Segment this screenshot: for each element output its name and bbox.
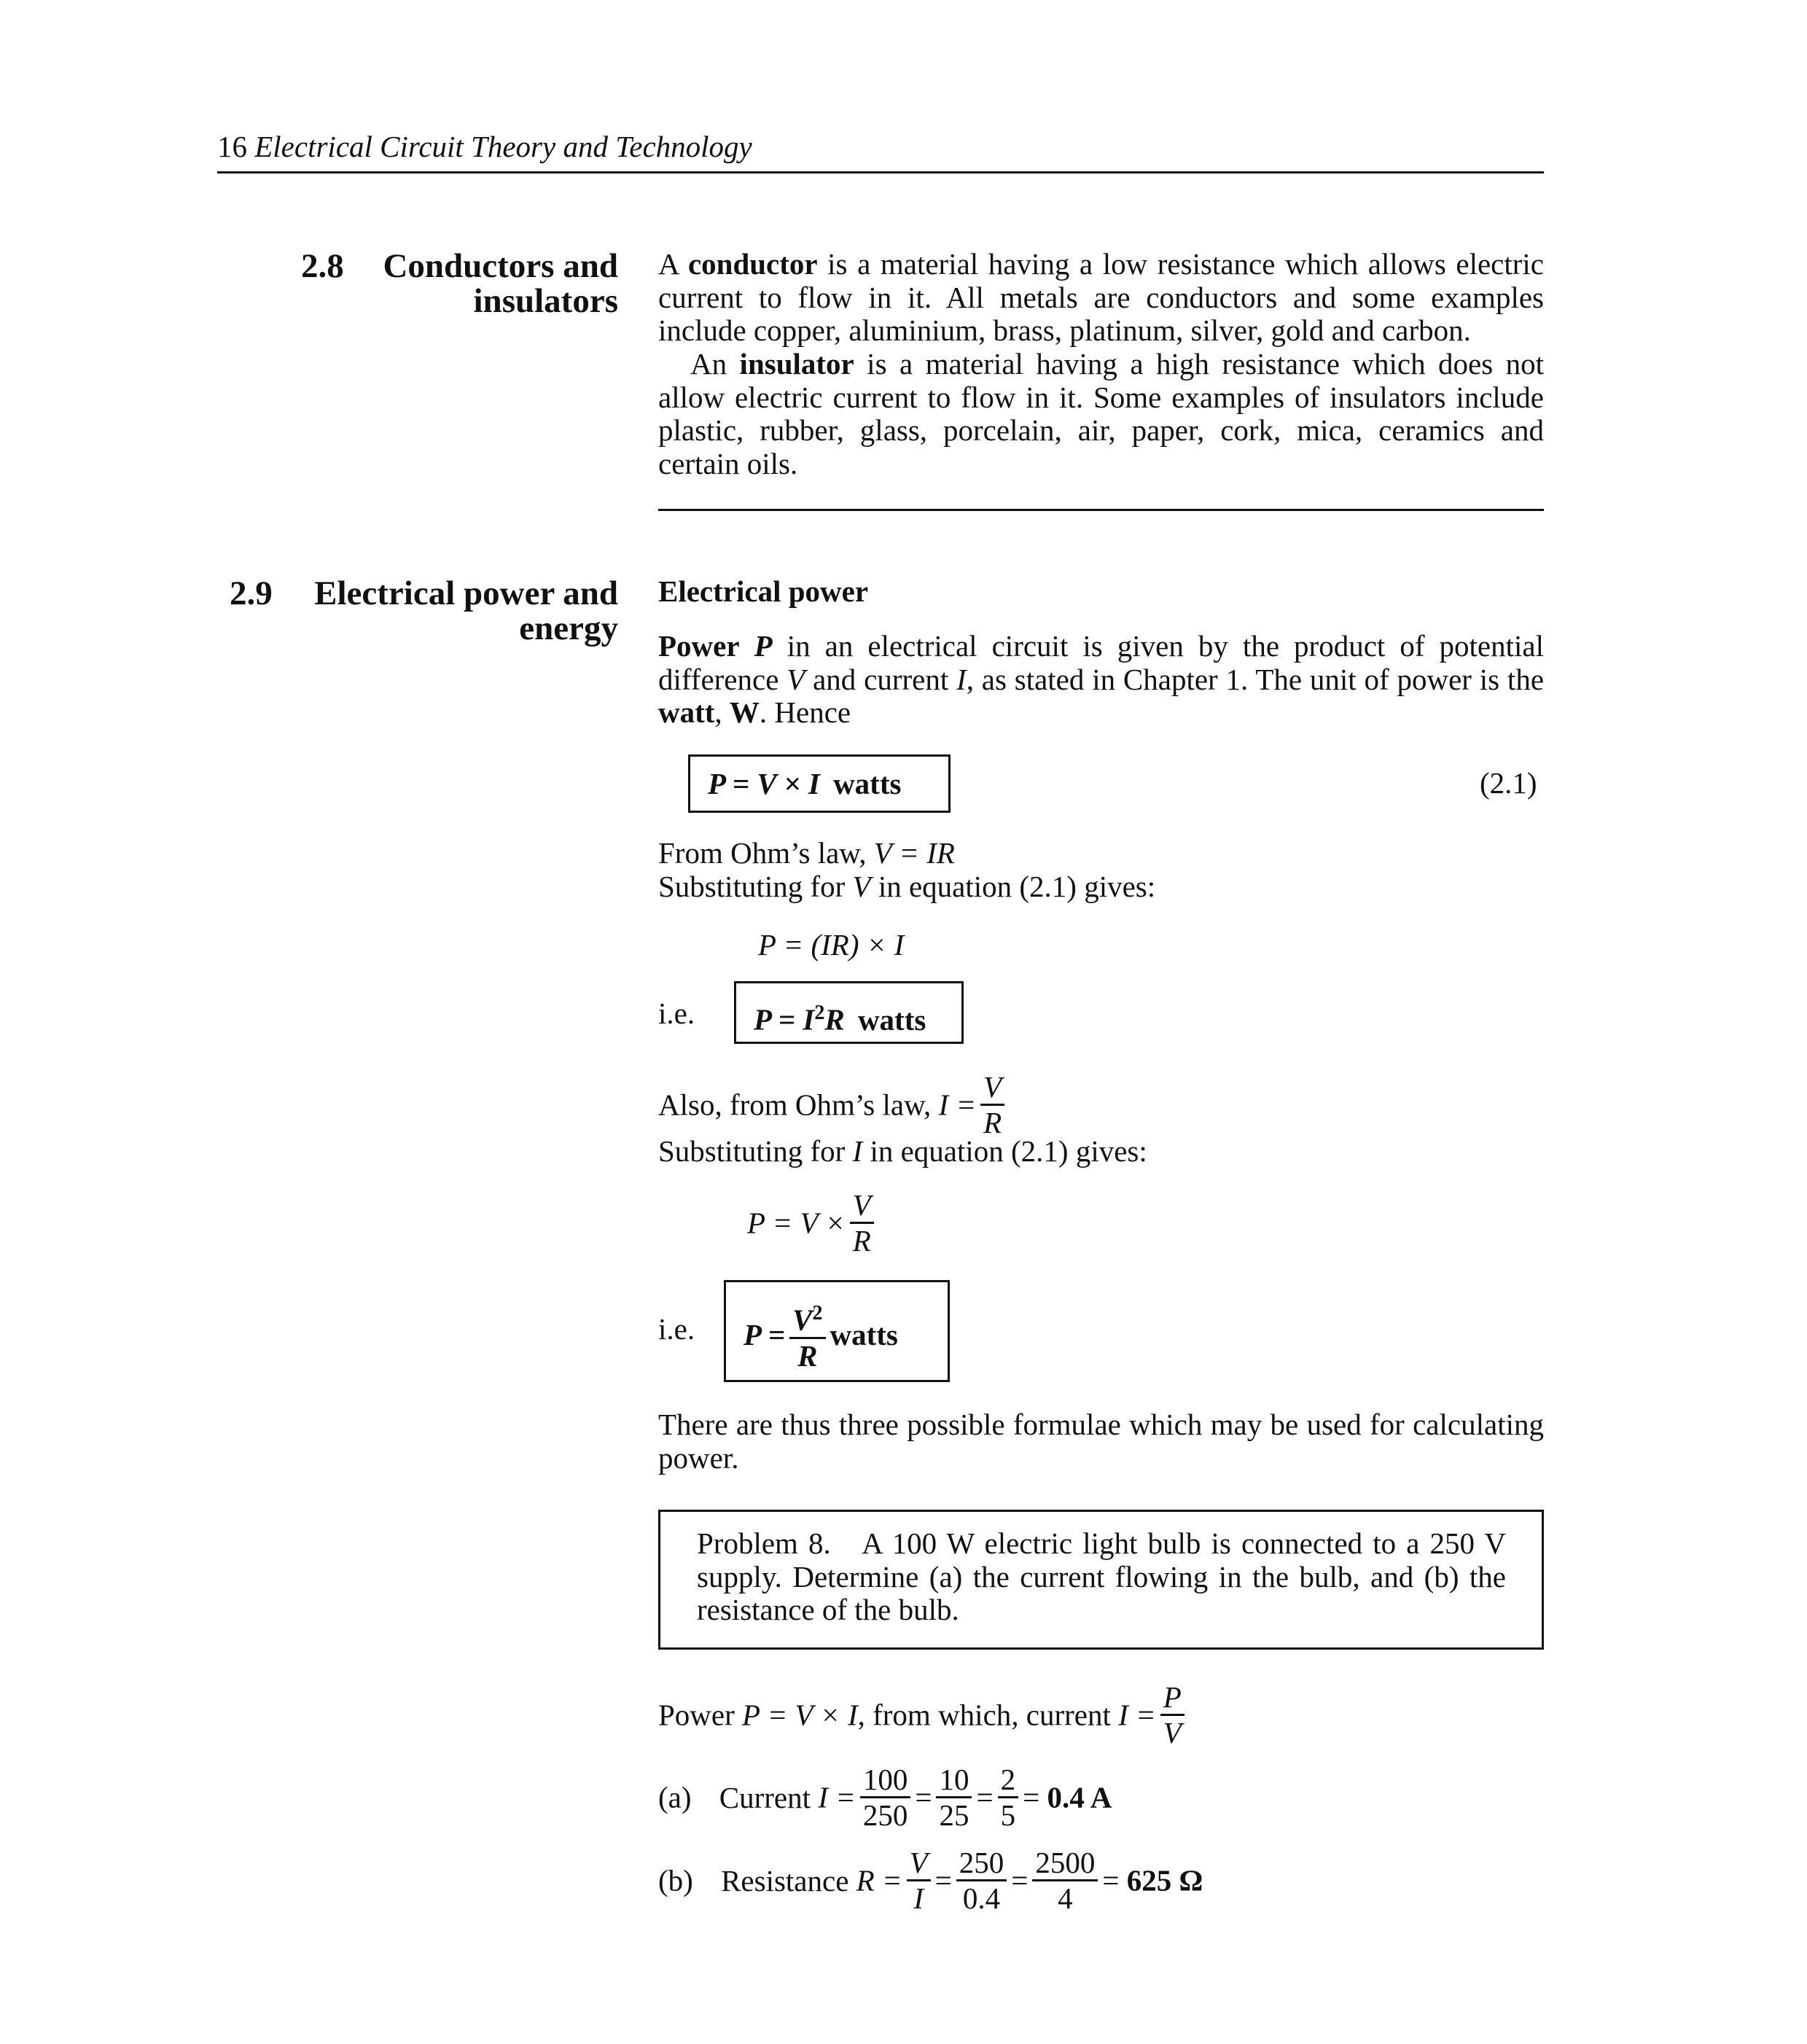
eq2-superscript: 2 bbox=[814, 1002, 825, 1024]
term-conductor: conductor bbox=[687, 247, 818, 281]
equals-sign: = bbox=[1011, 1863, 1029, 1897]
term-W: W bbox=[729, 695, 760, 729]
part-a-f3-num: 2 bbox=[998, 1763, 1019, 1798]
equals-sign: = bbox=[1102, 1863, 1120, 1897]
ie-label-1: i.e. bbox=[658, 996, 695, 1030]
section-2-8-paragraph-1 bbox=[658, 248, 1544, 348]
sol1-eq: P = V × I bbox=[742, 1698, 858, 1732]
term-insulator: insulator bbox=[739, 347, 854, 381]
sol1-text-b: , from which, current bbox=[857, 1698, 1119, 1732]
ohm1-text: From Ohm’s law, bbox=[658, 836, 874, 870]
intro-text-a: in an electrical circuit is given by the product of potential difference bbox=[658, 629, 1544, 696]
part-a-f1-num: 100 bbox=[860, 1763, 911, 1798]
substituting-line-2 bbox=[658, 1134, 1147, 1168]
solution-line-1 bbox=[658, 1680, 1189, 1750]
part-a-fraction-2 bbox=[936, 1763, 972, 1832]
step-1-equation: P = (IR) × I bbox=[758, 928, 905, 961]
ie-label-2: i.e. bbox=[658, 1312, 695, 1346]
part-b-fraction-2 bbox=[956, 1846, 1007, 1915]
ohm-law-line-2 bbox=[658, 1070, 1009, 1139]
var-V: V bbox=[787, 662, 805, 696]
solution-part-b bbox=[658, 1846, 1203, 1915]
term-power: Power bbox=[658, 629, 740, 663]
part-b-f3-num: 2500 bbox=[1032, 1846, 1098, 1881]
sub1-text-b: in equation (2.1) gives: bbox=[870, 870, 1156, 903]
var-I: I bbox=[956, 662, 967, 696]
header-rule bbox=[217, 171, 1544, 173]
section-2-8-title-line1: Conductors and bbox=[383, 247, 618, 285]
part-a-lhs: I = bbox=[818, 1780, 856, 1814]
part-b-fraction-3 bbox=[1032, 1846, 1098, 1915]
eq2-part-b: R bbox=[824, 1002, 845, 1037]
eq1-unit: watts bbox=[833, 767, 902, 800]
ohm2-den: R bbox=[983, 1106, 1002, 1139]
part-a-f1-den: 250 bbox=[862, 1798, 908, 1832]
step2-num: V bbox=[850, 1188, 874, 1224]
ohm-law-line-1 bbox=[658, 836, 955, 870]
page-number: 16 bbox=[217, 130, 247, 163]
section-2-8-number: 2.8 bbox=[301, 247, 344, 285]
sub2-text-b: in equation (2.1) gives: bbox=[862, 1134, 1147, 1168]
part-b-text: Resistance bbox=[721, 1863, 856, 1897]
p1-text-b: is a material having a low resistance which allows electric current to flow in it. All metals are conductors and some examples include copper, aluminium, brass, platinum, silver, gold and carbon. bbox=[658, 247, 1545, 347]
part-a-f2-den: 25 bbox=[939, 1798, 969, 1832]
ohm2-text: Also, from Ohm’s law, bbox=[658, 1088, 939, 1122]
section-2-9-title bbox=[195, 576, 618, 646]
equals-sign: = bbox=[1023, 1780, 1040, 1814]
section-divider-rule bbox=[658, 509, 1544, 511]
eq3-fraction bbox=[789, 1297, 825, 1373]
term-watt: watt bbox=[658, 695, 715, 729]
power-intro-paragraph bbox=[658, 630, 1544, 730]
ohm2-lhs: I = bbox=[938, 1088, 977, 1122]
summary-paragraph: There are thus three possible formulae which may be used for calculating power. bbox=[658, 1408, 1544, 1475]
intro-text-b: and current bbox=[805, 662, 957, 696]
part-b-f2-den: 0.4 bbox=[962, 1881, 1001, 1915]
eq3-lhs: P = bbox=[744, 1317, 786, 1351]
eq1-formula: P = V × I bbox=[708, 767, 820, 800]
equals-sign: = bbox=[915, 1780, 932, 1814]
part-b-lhs: R = bbox=[856, 1863, 902, 1897]
equals-sign: = bbox=[934, 1863, 952, 1897]
eq3-den: R bbox=[797, 1338, 818, 1373]
sol1-den: V bbox=[1163, 1716, 1182, 1750]
running-head bbox=[217, 128, 752, 165]
part-a-f2-num: 10 bbox=[936, 1763, 972, 1798]
part-b-label: (b) bbox=[658, 1863, 693, 1897]
part-b-f1-den: I bbox=[913, 1881, 924, 1915]
sub1-text-a: Substituting for bbox=[658, 870, 853, 903]
problem-8-label: Problem 8. bbox=[697, 1526, 831, 1560]
substituting-line-1 bbox=[658, 870, 1155, 903]
part-a-fraction-3 bbox=[998, 1763, 1019, 1832]
problem-8-text bbox=[697, 1527, 1506, 1627]
equals-sign: = bbox=[976, 1780, 994, 1814]
sub2-text-a: Substituting for bbox=[658, 1134, 853, 1168]
p2-text-b: is a material having a high resistance which does not allow electric current to flow in it. Some examples of insulators include plastic, rubber, glass, porcelain, air, paper, cork, mica, ceramics and certain oils. bbox=[658, 347, 1544, 480]
ohm1-eq: V = IR bbox=[873, 836, 955, 870]
sol1-lhs: I = bbox=[1118, 1698, 1156, 1732]
ohm2-num: V bbox=[980, 1070, 1004, 1106]
equation-box-1 bbox=[688, 754, 951, 813]
problem-8-box bbox=[658, 1510, 1544, 1650]
part-a-text: Current bbox=[719, 1780, 819, 1814]
subheading-electrical-power: Electrical power bbox=[658, 574, 869, 608]
step-2-equation bbox=[747, 1188, 878, 1257]
part-b-result: 625 Ω bbox=[1126, 1863, 1203, 1897]
part-a-fraction-1 bbox=[860, 1763, 911, 1832]
problem-8-statement: A 100 W electric light bulb is connected to a 250 V supply. Determine (a) the current flowing in the bulb, and (b) the resistance of the bulb. bbox=[697, 1526, 1507, 1626]
solution-part-a bbox=[658, 1763, 1112, 1832]
intro-text-c: , as stated in Chapter 1. The unit of power is the bbox=[966, 662, 1545, 696]
intro-text-d: . Hence bbox=[759, 695, 851, 729]
part-a-result: 0.4 A bbox=[1047, 1780, 1112, 1814]
var-P: P bbox=[754, 629, 773, 663]
intro-comma: , bbox=[714, 695, 730, 729]
part-b-f2-num: 250 bbox=[956, 1846, 1007, 1881]
eq3-superscript: 2 bbox=[812, 1302, 823, 1325]
eq2-unit: watts bbox=[857, 1002, 926, 1037]
p2-text-a: An bbox=[690, 347, 740, 381]
part-b-f3-den: 4 bbox=[1058, 1881, 1073, 1915]
sub2-var: I bbox=[852, 1134, 863, 1168]
equation-box-3 bbox=[724, 1280, 950, 1382]
sol1-fraction bbox=[1160, 1680, 1184, 1750]
equation-label-2-1: (2.1) bbox=[1480, 766, 1537, 800]
section-2-8-title-line2: insulators bbox=[473, 282, 618, 320]
ohm2-fraction bbox=[980, 1070, 1004, 1139]
sol1-text-a: Power bbox=[658, 1698, 743, 1732]
section-2-9-title-line1: Electrical power and bbox=[314, 574, 618, 612]
section-2-8-paragraph-2 bbox=[658, 348, 1544, 480]
section-2-9-title-line2: energy bbox=[519, 609, 618, 647]
part-a-f3-den: 5 bbox=[1000, 1798, 1016, 1832]
equation-box-2 bbox=[734, 981, 964, 1044]
part-a-label: (a) bbox=[658, 1780, 692, 1814]
eq3-unit: watts bbox=[830, 1317, 898, 1351]
p1-text-a: A bbox=[658, 247, 688, 281]
eq3-num: V bbox=[792, 1303, 813, 1337]
section-2-8-title bbox=[195, 249, 618, 319]
part-b-fraction-1 bbox=[907, 1846, 931, 1915]
eq2-part-a: P = I bbox=[754, 1002, 815, 1037]
sub1-var: V bbox=[852, 870, 871, 903]
part-b-f1-num: V bbox=[907, 1846, 931, 1881]
step2-den: R bbox=[852, 1224, 871, 1257]
book-title: Electrical Circuit Theory and Technology bbox=[254, 130, 752, 163]
step2-lhs: P = V × bbox=[747, 1206, 846, 1240]
step2-fraction bbox=[850, 1188, 874, 1257]
sol1-num: P bbox=[1160, 1680, 1184, 1716]
section-2-9-number: 2.9 bbox=[230, 574, 273, 612]
